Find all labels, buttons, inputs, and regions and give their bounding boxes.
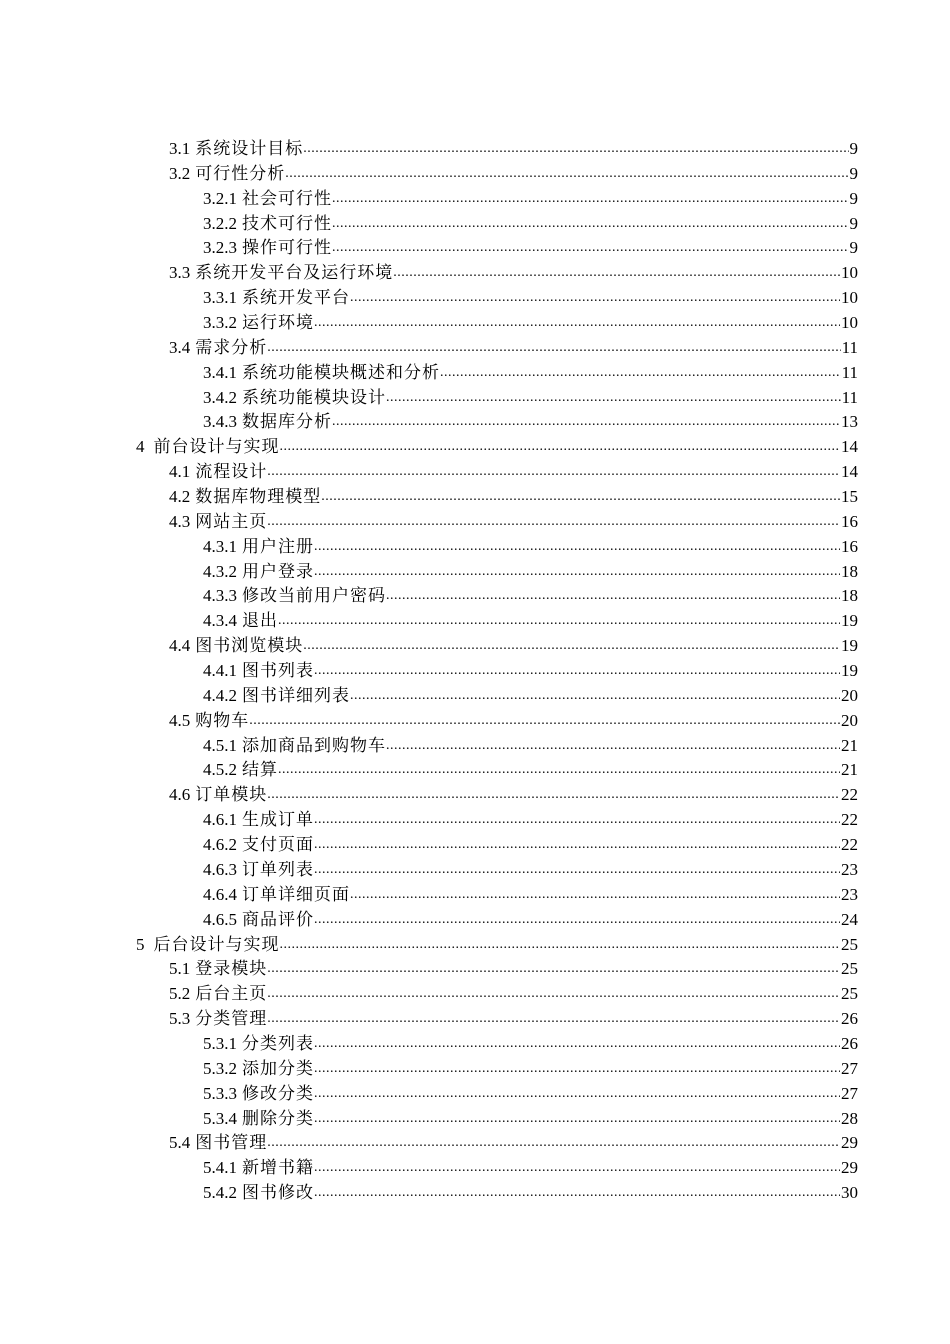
toc-dot-leader xyxy=(314,659,840,684)
toc-entry-number: 5.3.1 xyxy=(203,1033,237,1053)
toc-entry-line xyxy=(169,709,858,734)
toc-dot-leader xyxy=(332,212,849,237)
toc-dot-leader xyxy=(332,236,849,261)
toc-entry-page: 29 xyxy=(841,1158,858,1178)
toc-entry-page: 15 xyxy=(841,487,858,507)
toc-dot-leader xyxy=(314,858,840,883)
toc-entry-line xyxy=(169,137,858,162)
toc-entry-line xyxy=(203,560,858,585)
toc-dot-leader xyxy=(314,1156,840,1181)
toc-entry-title: 网站主页 xyxy=(195,511,268,531)
toc-entry-line xyxy=(203,187,858,212)
toc-entry-line xyxy=(203,659,858,684)
toc-entry-page: 10 xyxy=(841,313,858,333)
toc-entry-line xyxy=(203,808,858,833)
toc-entry-page: 16 xyxy=(841,536,858,556)
toc-entry-line xyxy=(203,236,858,261)
toc-entry-number: 5.3 xyxy=(169,1009,191,1029)
toc-entry[interactable] xyxy=(0,286,950,311)
toc-entry-number: 3.3 xyxy=(169,263,191,283)
toc-entry-page: 29 xyxy=(841,1133,858,1153)
toc-dot-leader xyxy=(332,187,849,212)
toc-entry-title: 结算 xyxy=(242,760,278,780)
toc-dot-leader xyxy=(249,709,840,734)
toc-entry-number: 3.4.1 xyxy=(203,362,237,382)
toc-entry[interactable] xyxy=(0,908,950,933)
toc-entry-title: 订单详细页面 xyxy=(242,884,350,904)
toc-entry-title: 用户注册 xyxy=(242,536,314,556)
toc-entry-number: 4.6.3 xyxy=(203,859,237,879)
toc-entry-number: 5.2 xyxy=(169,984,191,1004)
toc-entry-line xyxy=(203,758,858,783)
toc-entry[interactable] xyxy=(0,982,950,1007)
toc-entry-line xyxy=(136,435,858,460)
toc-entry[interactable] xyxy=(0,261,950,286)
toc-entry-page: 18 xyxy=(841,586,858,606)
toc-entry-line xyxy=(203,1156,858,1181)
toc-dot-leader xyxy=(314,535,840,560)
toc-dot-leader xyxy=(314,1107,840,1132)
toc-entry-number: 4.3.4 xyxy=(203,611,237,631)
toc-entry-title: 技术可行性 xyxy=(242,213,332,233)
toc-entry-title: 系统设计目标 xyxy=(195,139,304,158)
toc-entry-line xyxy=(203,858,858,883)
toc-entry[interactable] xyxy=(0,361,950,386)
toc-entry-line xyxy=(203,311,858,336)
toc-entry-page: 9 xyxy=(849,188,858,208)
toc-entry-line xyxy=(203,833,858,858)
toc-entry-title: 流程设计 xyxy=(195,462,268,482)
toc-entry-number: 4.6.1 xyxy=(203,810,237,830)
toc-entry-title: 新增书籍 xyxy=(242,1158,314,1178)
toc-dot-leader xyxy=(314,560,840,585)
toc-entry-page: 19 xyxy=(841,636,858,656)
toc-dot-leader xyxy=(393,261,840,286)
toc-entry-title: 删除分类 xyxy=(242,1108,314,1128)
toc-entry[interactable] xyxy=(0,659,950,684)
toc-entry-number: 4.2 xyxy=(169,487,191,507)
toc-entry-number: 4.3 xyxy=(169,511,191,531)
toc-entry-line xyxy=(203,883,858,908)
toc-entry-number: 4.4.2 xyxy=(203,685,237,705)
toc-dot-leader xyxy=(267,336,840,361)
toc-entry-number: 3.2.3 xyxy=(203,238,237,258)
toc-entry[interactable] xyxy=(0,1181,950,1206)
toc-entry-page: 9 xyxy=(849,213,858,233)
toc-entry-number: 4.3.2 xyxy=(203,561,237,581)
toc-entry-title: 分类管理 xyxy=(195,1009,268,1029)
toc-entry[interactable] xyxy=(0,535,950,560)
toc-entry-number: 4.6 xyxy=(169,785,191,805)
toc-dot-leader xyxy=(267,982,840,1007)
toc-entry-number: 5 xyxy=(136,934,145,954)
toc-dot-leader xyxy=(350,883,840,908)
toc-entry-number: 3.4.3 xyxy=(203,412,237,432)
toc-entry-title: 支付页面 xyxy=(242,835,314,855)
toc-entry-page: 14 xyxy=(841,462,858,482)
toc-entry-line xyxy=(203,361,858,386)
toc-entry[interactable] xyxy=(0,833,950,858)
toc-dot-leader xyxy=(314,1057,840,1082)
toc-entry-page: 11 xyxy=(841,337,858,357)
toc-entry[interactable] xyxy=(0,336,950,361)
toc-entry-number: 4.5 xyxy=(169,710,191,730)
toc-entry-title: 添加商品到购物车 xyxy=(242,735,386,755)
toc-dot-leader xyxy=(386,584,840,609)
toc-entry-title: 前台设计与实现 xyxy=(153,437,280,457)
toc-entry-title: 退出 xyxy=(242,611,278,631)
toc-dot-leader xyxy=(314,908,840,933)
toc-entry-number: 5.4.2 xyxy=(203,1183,237,1203)
toc-entry-number: 3.2.2 xyxy=(203,213,237,233)
toc-dot-leader xyxy=(280,933,841,958)
toc-entry-line xyxy=(169,510,858,535)
toc-entry-title: 订单列表 xyxy=(242,859,314,879)
toc-entry-title: 系统开发平台 xyxy=(242,288,350,308)
toc-dot-leader xyxy=(314,1032,840,1057)
toc-entry[interactable] xyxy=(0,137,950,162)
toc-entry[interactable] xyxy=(0,957,950,982)
toc-entry-line xyxy=(203,1107,858,1132)
toc-entry-title: 数据库物理模型 xyxy=(195,487,322,507)
toc-entry[interactable] xyxy=(0,1107,950,1132)
toc-entry-page: 25 xyxy=(841,959,858,979)
toc-dot-leader xyxy=(267,460,840,485)
toc-entry-page: 28 xyxy=(841,1108,858,1128)
toc-entry-number: 5.3.4 xyxy=(203,1108,237,1128)
toc-entry-page: 22 xyxy=(841,835,858,855)
toc-entry-title: 图书管理 xyxy=(195,1133,268,1153)
toc-entry[interactable] xyxy=(0,1131,950,1156)
toc-entry-number: 5.3.3 xyxy=(203,1083,237,1103)
toc-entry-page: 22 xyxy=(841,785,858,805)
toc-entry-line xyxy=(203,1181,858,1206)
toc-dot-leader xyxy=(267,510,840,535)
toc-dot-leader xyxy=(278,609,840,634)
toc-entry-page: 20 xyxy=(841,710,858,730)
toc-entry-line xyxy=(203,1057,858,1082)
toc-entry-page: 30 xyxy=(841,1183,858,1203)
toc-entry-title: 登录模块 xyxy=(195,959,268,979)
toc-dot-leader xyxy=(267,783,840,808)
toc-entry-line xyxy=(203,535,858,560)
toc-dot-leader xyxy=(440,361,841,386)
toc-entry-line xyxy=(169,485,858,510)
toc-dot-leader xyxy=(303,634,840,659)
toc-entry-page: 19 xyxy=(841,661,858,681)
toc-entry-title: 添加分类 xyxy=(242,1058,314,1078)
toc-dot-leader xyxy=(278,758,840,783)
toc-dot-leader xyxy=(280,435,841,460)
toc-entry-line xyxy=(203,286,858,311)
toc-entry[interactable] xyxy=(0,485,950,510)
toc-entry-title: 后台主页 xyxy=(195,984,268,1004)
toc-entry-number: 4.1 xyxy=(169,462,191,482)
toc-entry-page: 9 xyxy=(849,139,858,158)
toc-entry-title: 订单模块 xyxy=(195,785,268,805)
toc-entry-page: 27 xyxy=(841,1058,858,1078)
toc-entry-line xyxy=(203,734,858,759)
toc-dot-leader xyxy=(314,833,840,858)
toc-entry-number: 4.3.3 xyxy=(203,586,237,606)
toc-entry-title: 生成订单 xyxy=(242,810,314,830)
toc-entry-line xyxy=(169,1007,858,1032)
toc-dot-leader xyxy=(314,1181,840,1206)
toc-entry[interactable] xyxy=(0,460,950,485)
toc-dot-leader xyxy=(314,808,840,833)
toc-entry-page: 11 xyxy=(841,387,858,407)
toc-entry-number: 4.5.1 xyxy=(203,735,237,755)
toc-entry-line xyxy=(203,908,858,933)
toc-dot-leader xyxy=(267,957,840,982)
toc-entry-title: 运行环境 xyxy=(242,313,314,333)
toc-entry-line xyxy=(169,783,858,808)
toc-entry-line xyxy=(203,386,858,411)
toc-entry-number: 4.4.1 xyxy=(203,661,237,681)
toc-entry-number: 4.6.5 xyxy=(203,909,237,929)
toc-entry-page: 14 xyxy=(841,437,858,457)
toc-entry[interactable] xyxy=(0,1007,950,1032)
toc-entry-page: 24 xyxy=(841,909,858,929)
toc-entry-line xyxy=(169,634,858,659)
toc-entry-number: 5.4 xyxy=(169,1133,191,1153)
toc-entry-line xyxy=(169,982,858,1007)
toc-entry[interactable] xyxy=(0,435,950,460)
toc-dot-leader xyxy=(350,286,840,311)
toc-entry[interactable] xyxy=(0,212,950,237)
toc-dot-leader xyxy=(386,734,840,759)
toc-entry-page: 23 xyxy=(841,884,858,904)
toc-entry[interactable] xyxy=(0,808,950,833)
toc-entry-number: 5.1 xyxy=(169,959,191,979)
toc-entry-number: 3.3.1 xyxy=(203,288,237,308)
toc-entry[interactable] xyxy=(0,1057,950,1082)
toc-entry-page: 16 xyxy=(841,511,858,531)
toc-entry-line xyxy=(203,684,858,709)
toc-entry-line xyxy=(203,1032,858,1057)
toc-dot-leader xyxy=(321,485,840,510)
toc-entry-title: 系统开发平台及运行环境 xyxy=(195,263,394,283)
toc-entry-number: 3.4 xyxy=(169,337,191,357)
toc-entry[interactable] xyxy=(0,510,950,535)
toc-entry[interactable] xyxy=(0,584,950,609)
toc-entry-page: 18 xyxy=(841,561,858,581)
toc-entry-page: 21 xyxy=(841,760,858,780)
toc-entry-page: 21 xyxy=(841,735,858,755)
toc-entry-page: 10 xyxy=(841,263,858,283)
toc-entry-number: 4.4 xyxy=(169,636,191,656)
toc-entry-number: 3.1 xyxy=(169,139,191,158)
toc-entry-title: 数据库分析 xyxy=(242,412,332,432)
toc-entry-page: 25 xyxy=(841,934,858,954)
toc-entry[interactable] xyxy=(0,783,950,808)
toc-entry[interactable] xyxy=(0,410,950,435)
toc-entry-title: 图书详细列表 xyxy=(242,685,350,705)
toc-entry-page: 19 xyxy=(841,611,858,631)
toc-entry-line xyxy=(169,162,858,187)
toc-dot-leader xyxy=(332,410,840,435)
toc-entry-page: 25 xyxy=(841,984,858,1004)
toc-entry[interactable] xyxy=(0,187,950,212)
toc-entry[interactable] xyxy=(0,609,950,634)
toc-entry[interactable] xyxy=(0,560,950,585)
toc-entry-line xyxy=(169,336,858,361)
toc-dot-leader xyxy=(314,1082,840,1107)
toc-entry-title: 购物车 xyxy=(195,710,250,730)
toc-entry[interactable] xyxy=(0,858,950,883)
toc-entry[interactable] xyxy=(0,311,950,336)
toc-entry[interactable] xyxy=(0,236,950,261)
toc-dot-leader xyxy=(267,1007,840,1032)
toc-entry-title: 系统功能模块设计 xyxy=(242,387,386,407)
toc-entry[interactable] xyxy=(0,758,950,783)
toc-entry-title: 用户登录 xyxy=(242,561,314,581)
toc-entry-title: 修改当前用户密码 xyxy=(242,586,386,606)
toc-entry[interactable] xyxy=(0,734,950,759)
toc-entry-page: 10 xyxy=(841,288,858,308)
toc-entry-line xyxy=(203,1082,858,1107)
toc-entry[interactable] xyxy=(0,709,950,734)
toc-entry-page: 13 xyxy=(841,412,858,432)
toc-entry-title: 商品评价 xyxy=(242,909,314,929)
toc-entry-page: 11 xyxy=(841,362,858,382)
toc-entry-number: 3.2.1 xyxy=(203,188,237,208)
toc-entry-line xyxy=(203,609,858,634)
toc-entry-page: 27 xyxy=(841,1083,858,1103)
toc-entry-page: 22 xyxy=(841,810,858,830)
toc-entry[interactable] xyxy=(0,1032,950,1057)
toc-entry-page: 26 xyxy=(841,1033,858,1053)
toc-entry-number: 4 xyxy=(136,437,145,457)
table-of-contents xyxy=(0,137,950,1206)
toc-entry-title: 可行性分析 xyxy=(195,163,286,183)
toc-entry-number: 4.6.4 xyxy=(203,884,237,904)
toc-entry-title: 操作可行性 xyxy=(242,238,332,258)
toc-entry-number: 4.3.1 xyxy=(203,536,237,556)
toc-dot-leader xyxy=(285,162,848,187)
toc-entry-number: 4.6.2 xyxy=(203,835,237,855)
toc-entry-title: 图书浏览模块 xyxy=(195,636,304,656)
toc-entry-number: 5.3.2 xyxy=(203,1058,237,1078)
toc-entry-title: 图书修改 xyxy=(242,1183,314,1203)
toc-entry-line xyxy=(203,410,858,435)
toc-entry-number: 5.4.1 xyxy=(203,1158,237,1178)
toc-entry-page: 9 xyxy=(849,163,858,183)
toc-entry-title: 分类列表 xyxy=(242,1033,314,1053)
toc-entry-number: 4.5.2 xyxy=(203,760,237,780)
toc-entry-title: 修改分类 xyxy=(242,1083,314,1103)
toc-entry[interactable] xyxy=(0,883,950,908)
toc-entry-title: 社会可行性 xyxy=(242,188,332,208)
toc-entry[interactable] xyxy=(0,162,950,187)
toc-entry-line xyxy=(203,584,858,609)
toc-entry-page: 9 xyxy=(849,238,858,258)
toc-entry-line xyxy=(136,933,858,958)
toc-entry-title: 需求分析 xyxy=(195,337,268,357)
toc-entry-title: 后台设计与实现 xyxy=(153,934,280,954)
toc-entry-title: 图书列表 xyxy=(242,661,314,681)
toc-entry-number: 3.2 xyxy=(169,163,191,183)
toc-entry-line xyxy=(203,212,858,237)
toc-entry-line xyxy=(169,1131,858,1156)
toc-entry-number: 3.3.2 xyxy=(203,313,237,333)
toc-entry[interactable] xyxy=(0,684,950,709)
toc-entry[interactable] xyxy=(0,386,950,411)
toc-entry-line xyxy=(169,957,858,982)
toc-entry-page: 23 xyxy=(841,859,858,879)
toc-entry-line xyxy=(169,261,858,286)
toc-dot-leader xyxy=(350,684,840,709)
toc-dot-leader xyxy=(386,386,841,411)
toc-entry[interactable] xyxy=(0,1082,950,1107)
toc-entry-number: 3.4.2 xyxy=(203,387,237,407)
toc-entry-page: 20 xyxy=(841,685,858,705)
toc-entry[interactable] xyxy=(0,933,950,958)
toc-dot-leader xyxy=(314,311,840,336)
toc-entry-title: 系统功能模块概述和分析 xyxy=(242,362,440,382)
toc-entry-line xyxy=(169,460,858,485)
toc-entry[interactable] xyxy=(0,634,950,659)
toc-dot-leader xyxy=(303,137,848,162)
toc-entry-page: 26 xyxy=(841,1009,858,1029)
toc-dot-leader xyxy=(267,1131,840,1156)
toc-entry[interactable] xyxy=(0,1156,950,1181)
